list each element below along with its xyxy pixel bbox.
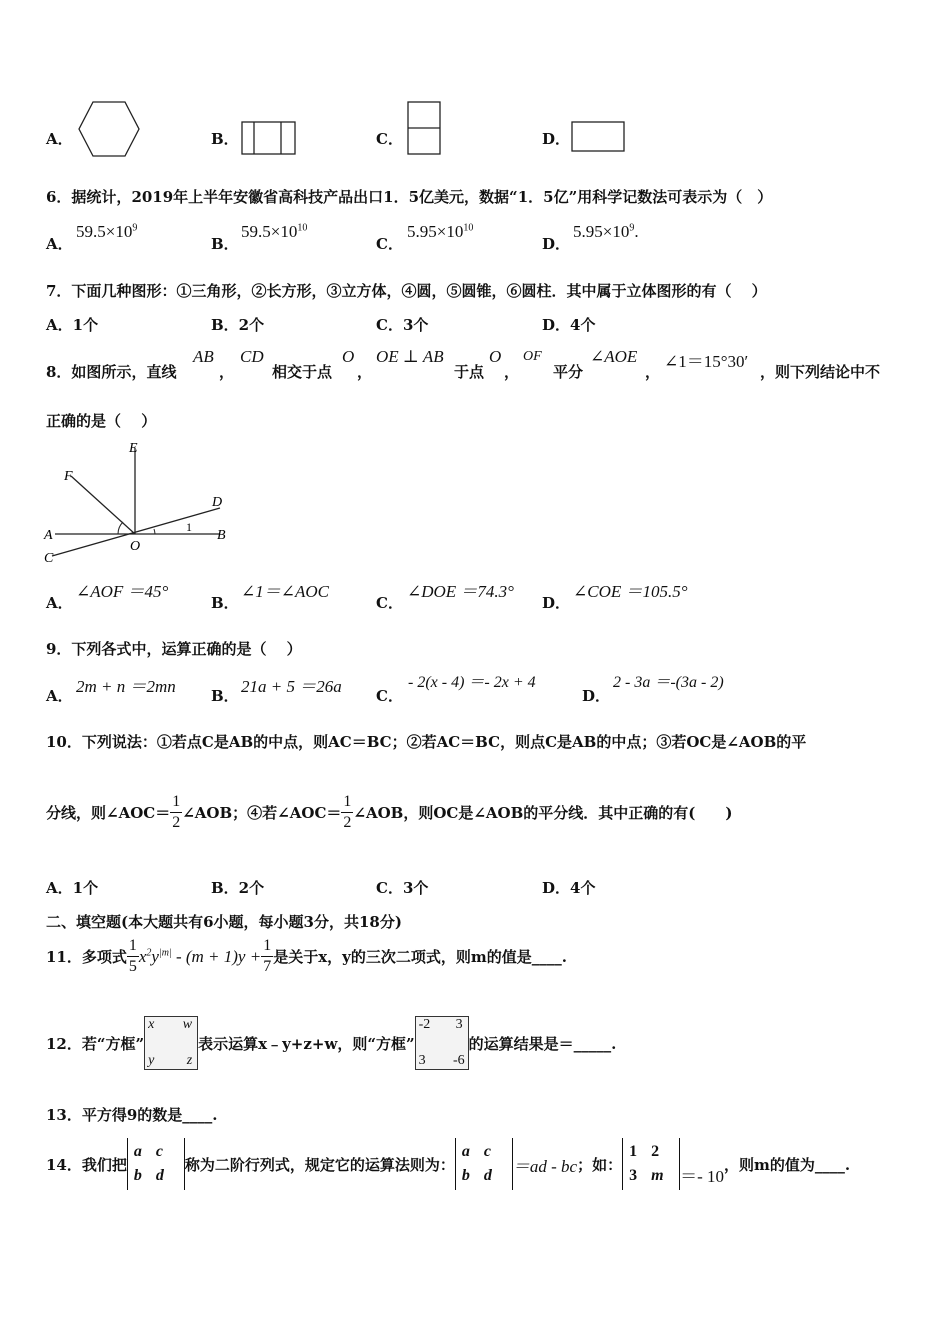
q10-option-c: C．3个: [376, 879, 429, 897]
q8-comma-2: ，: [357, 363, 373, 381]
q7-option-d: D．4个: [542, 316, 596, 334]
q6-option-d-label: D．: [542, 235, 571, 253]
q8-text-2: 相交于点: [272, 363, 333, 381]
q9-stem: 9．下列各式中，运算正确的是（ ）: [46, 640, 302, 658]
q7-option-c: C．3个: [376, 316, 429, 334]
box1-tr: w: [182, 1017, 193, 1032]
q11-fraction-1: $\frac{1}{5}$: [128, 937, 137, 975]
q8-text-4: 平分: [553, 363, 584, 381]
q5-option-a-label: A．: [46, 130, 73, 148]
q8-comma-4: ，: [645, 363, 661, 381]
box1-bl: y: [148, 1053, 155, 1068]
q12-text-1: 12．若“方框”: [46, 1034, 145, 1053]
q5-option-d-label: D．: [542, 130, 571, 148]
q9-option-a-label: A．: [46, 687, 73, 705]
q8-text-1: 8．如图所示，直线: [46, 363, 177, 381]
fig-label-d: D: [212, 495, 223, 510]
q10-text-2: ∠AOB；④若∠AOC＝: [182, 804, 342, 822]
fig-label-a: A: [44, 528, 53, 543]
q14-determinant-1: a c b d: [127, 1138, 185, 1190]
q14-text-3: ；如：: [577, 1155, 623, 1174]
q10-fraction-half-2: $\frac{1}{2}$: [343, 793, 352, 831]
q8-option-a-label: A．: [46, 594, 73, 612]
q14-rule: ＝ad - bc: [512, 1156, 578, 1176]
q14-text-1: 14．我们把: [46, 1155, 127, 1174]
q14-example-result: ＝- 10: [680, 1166, 725, 1186]
q10-fraction-half-1: $\frac{1}{2}$: [172, 793, 181, 831]
q8-option-b-value: ∠1＝∠AOC: [241, 582, 329, 601]
q8-angle-aoe: ∠AOE: [590, 347, 638, 366]
q6-option-b-value: $59.5\times 10^{10}$: [241, 222, 308, 241]
q6-option-c-label: C．: [376, 235, 403, 253]
q10-text-3: ∠AOB，则OC是∠AOB的平分线．其中正确的有( ): [353, 804, 733, 822]
q9-option-c-label: C．: [376, 687, 403, 705]
box2-bl: 3: [418, 1053, 426, 1068]
q8-perpendicular: OE ⊥ AB: [376, 347, 444, 366]
q8-comma-1: ，: [219, 363, 235, 381]
q8-option-a-value: ∠AOF ＝45°: [76, 582, 169, 601]
q8-geometry-figure: [40, 436, 240, 571]
stacked-squares-view-icon: [406, 100, 442, 156]
q9-option-a-value: 2m + n ＝2mn: [76, 677, 176, 696]
box1-br: z: [186, 1053, 193, 1068]
box2-tl: -2: [418, 1017, 431, 1032]
q12-box-1: [144, 1016, 198, 1070]
q8-comma-3: ，: [504, 363, 520, 381]
q11: [46, 936, 567, 977]
q14-determinant-3: 1 2 3 m: [622, 1138, 680, 1190]
q8-line-ab: AB: [193, 347, 214, 366]
q8-text-6: 正确的是（ ）: [46, 412, 157, 430]
q8-point-o-2: O: [489, 347, 502, 366]
q14-text-2: 称为二阶行列式，规定它的运算法则为：: [184, 1155, 455, 1174]
fig-label-f: F: [64, 469, 73, 484]
q5-option-b-label: B．: [211, 130, 239, 148]
rectangle-view-icon: [570, 120, 626, 154]
q8-line-cd: CD: [240, 347, 264, 366]
q12-box-2: [415, 1016, 469, 1070]
q11-text-2: 是关于x，y的三次二项式，则m的值是____.: [273, 948, 567, 966]
q11-text-1: 11．多项式: [46, 948, 127, 966]
q8-option-c-value: ∠DOE ＝74.3°: [407, 582, 514, 601]
hexagon-icon: [76, 100, 142, 158]
box2-tr: 3: [455, 1017, 463, 1032]
q7-option-b: B．2个: [211, 316, 265, 334]
q14: [46, 1138, 850, 1190]
q12-text-3: 的运算结果是＝_____.: [468, 1034, 617, 1053]
fig-label-b: B: [217, 528, 226, 543]
q8-ray-of: OF: [523, 349, 542, 364]
q10-option-a: A．1个: [46, 879, 99, 897]
q14-determinant-2: a c b d: [455, 1138, 513, 1190]
q8-text-3: 于点: [454, 363, 485, 381]
q8-option-c-label: C．: [376, 594, 403, 612]
fig-label-e: E: [129, 441, 138, 456]
q9-option-d-value: 2 - 3a ＝-(3a - 2): [613, 674, 724, 691]
q10-text-1: 分线，则∠AOC＝: [46, 804, 171, 822]
q8-option-b-label: B．: [211, 594, 239, 612]
q11-polynomial: $x^2y^{|m|} - (m + 1)y$ +: [138, 946, 262, 966]
fig-label-o: O: [130, 539, 141, 554]
q8-point-o-1: O: [342, 347, 355, 366]
q6-option-a-value: $59.5\times 10^9$: [76, 222, 138, 241]
q12-text-2: 表示运算x﹣y+z+w，则“方框”: [198, 1034, 415, 1053]
q5-option-c-label: C．: [376, 130, 403, 148]
q8-angle-1-value: ∠1＝15°30′: [664, 352, 749, 371]
fig-label-c: C: [44, 551, 54, 566]
q6-option-c-value: $5.95\times 10^{10}$: [407, 222, 474, 241]
q9-option-b-value: 21a + 5 ＝26a: [241, 677, 342, 696]
q13: 13．平方得9的数是____.: [46, 1106, 218, 1124]
three-rectangles-view-icon: [241, 120, 297, 156]
fig-label-1: 1: [186, 520, 192, 534]
q10-line-2: [46, 792, 733, 833]
q6-option-b-label: B．: [211, 235, 239, 253]
q9-option-d-label: D．: [582, 687, 611, 705]
box1-tl: x: [148, 1017, 155, 1032]
q10-option-b: B．2个: [211, 879, 265, 897]
q9-option-b-label: B．: [211, 687, 239, 705]
q9-option-c-value: - 2(x - 4) ＝- 2x + 4: [408, 674, 536, 691]
q10-line-1: 10．下列说法：①若点C是AB的中点，则AC＝BC；②若AC＝BC，则点C是AB的中点；③若OC是∠AOB的平: [46, 733, 807, 751]
section-2-heading: 二、填空题(本大题共有6小题，每小题3分，共18分): [46, 913, 402, 931]
box2-br: -6: [452, 1053, 465, 1068]
q10-option-d: D．4个: [542, 879, 596, 897]
q6-option-d-value: $5.95\times 10^9$.: [573, 222, 639, 241]
q11-fraction-2: $\frac{1}{7}$: [263, 937, 272, 975]
q7-stem: 7．下面几种图形：①三角形，②长方形，③立方体，④圆，⑤圆锥，⑥圆柱．其中属于立体图形的有（ ）: [46, 282, 767, 300]
q6-stem: 6．据统计，2019年上半年安徽省高科技产品出口1．5亿美元，数据“1．5亿”用科学记数法可表示为（ ）: [46, 188, 773, 206]
q8-text-5: ，则下列结论中不: [760, 363, 881, 381]
q14-text-4: ，则m的值为____.: [724, 1155, 851, 1174]
q7-option-a: A．1个: [46, 316, 99, 334]
q12: [46, 1016, 616, 1070]
q8-option-d-value: ∠COE ＝105.5°: [573, 582, 688, 601]
q8-option-d-label: D．: [542, 594, 571, 612]
q6-option-a-label: A．: [46, 235, 73, 253]
